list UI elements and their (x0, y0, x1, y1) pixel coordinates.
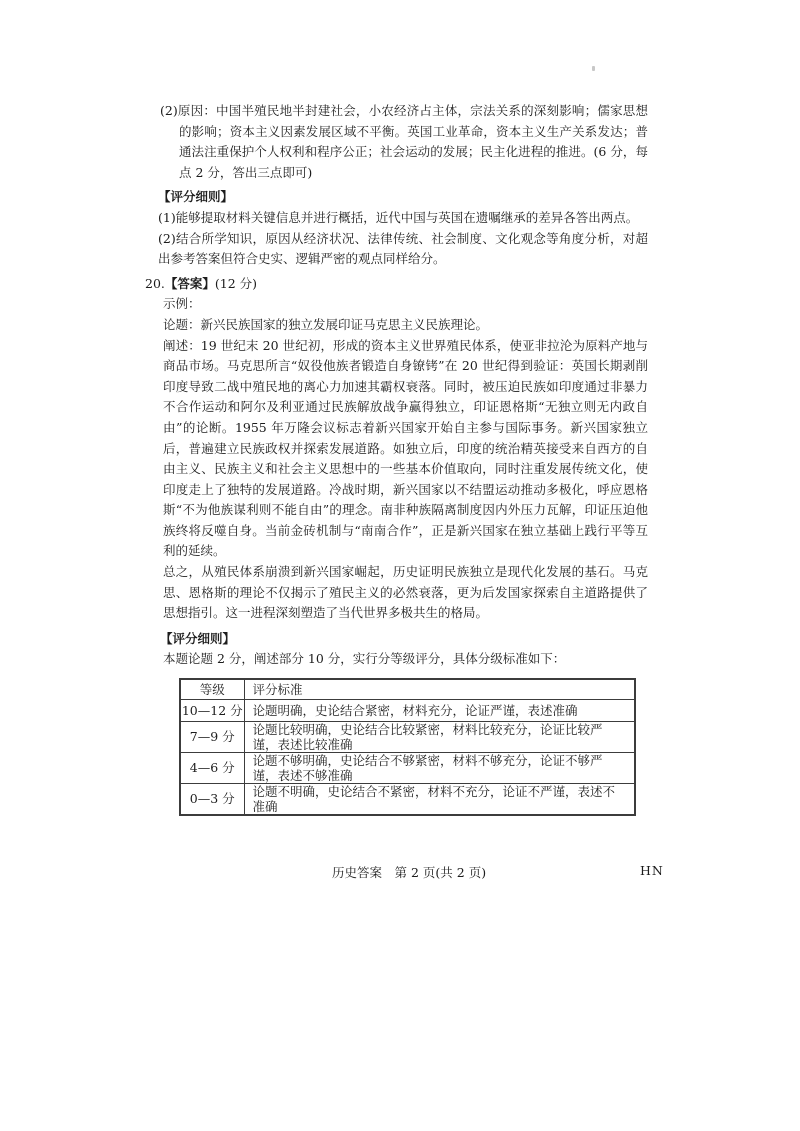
q20-answer-body (160, 294, 648, 815)
q20-conclusion: 总之，从殖民体系崩溃到新兴国家崛起，历史证明民族独立是现代化发展的基石。马克思、恩格斯的理论不仅揭示了殖民主义的必然衰落，更为后发国家探索自主道路提供了思想指引。这一进程深刻塑造了当代世界多极共生的格局。 (163, 564, 648, 621)
q19-rubric-heading: 【评分细则】 (158, 189, 234, 205)
column-header-grade: 等级 (180, 679, 244, 699)
q20-example-label: 示例： (163, 296, 201, 312)
q20-score: (12 分) (214, 275, 258, 291)
footer-code: HN (640, 863, 664, 878)
q20-rubric-heading: 【评分细则】 (160, 630, 236, 646)
footer-subject: 历史答案 (332, 865, 383, 880)
footer-page-number: 第 2 页(共 2 页) (382, 865, 487, 880)
table-row (180, 783, 635, 815)
criteria-cell: 论题不够明确，史论结合不够紧密，材料不够充分，论证不够严谨，表述不够准确 (244, 752, 635, 783)
table-row (180, 752, 635, 783)
table-header-row (180, 679, 635, 699)
scan-artifact-dot (592, 66, 595, 71)
q19-rubric-item-2: (2)结合所学知识，原因从经济状况、法律传统、社会制度、文化观念等角度分析，对超出参考答案但符合史实、逻辑严密的观点同样给分。 (158, 230, 648, 267)
q20-answer-heading (145, 274, 648, 295)
criteria-cell: 论题不明确，史论结合不紧密，材料不充分，论证不严谨，表述不准确 (244, 783, 635, 815)
criteria-cell: 论题明确，史论结合紧密，材料充分，论证严谨，表述准确 (244, 699, 635, 721)
q19-rubric-item-1: (1)能够提取材料关键信息并进行概括，近代中国与英国在遗嘱继承的差异各答出两点。 (158, 209, 639, 225)
grade-cell: 7—9 分 (180, 721, 244, 752)
q20-elaboration: 阐述：19 世纪末 20 世纪初，形成的资本主义世界殖民体系，使亚非拉沦为原料产地与商品市场。马克思所言“奴役他族者锻造自身镣铐”在 20 世纪得到验证：英国长期剥削印度导致二战中殖民地的离心力加速其霸权衰落。同时，被压迫民族如印度通过非暴力不合作运动和阿尔及利亚通过民族解放战争赢得独立，印证恩格斯“无独立则无内政自由”的论断。1955 年万隆会议标志着新兴国家开始自主参与国际事务。新兴国家独立后，普遍建立民族政权并探索发展道路。如独立后，印度的统治精英接受来自西方的自由主义、民族主义和社会主义思想中的一些基本价值取向，同时注重发展传统文化，使印度走上了独特的发展道路。冷战时期，新兴国家以不结盟运动推动多极化，呼应恩格斯“不为他族谋利则不能自由”的理念。南非种族隔离制度因内外压力瓦解，印证压迫他族终将反噬自身。当前金砖机制与“南南合作”，正是新兴国家在独立基础上践行平等互利的延续。 (163, 337, 648, 559)
grade-cell: 0—3 分 (180, 783, 244, 815)
table-row (180, 721, 635, 752)
q20-number: 20. (145, 275, 165, 291)
q20-thesis: 论题：新兴民族国家的独立发展印证马克思主义民族理论。 (163, 316, 489, 332)
page-footer (332, 863, 486, 881)
grading-criteria-table (179, 678, 636, 816)
table-row (180, 699, 635, 721)
column-header-criteria: 评分标准 (244, 679, 635, 699)
criteria-cell: 论题比较明确，史论结合比较紧密，材料比较充分，论证比较严谨，表述比较准确 (244, 721, 635, 752)
q19-reason-paragraph: (2)原因：中国半殖民地半封建社会，小农经济占主体，宗法关系的深刻影响；儒家思想的影响；资本主义因素发展区域不平衡。英国工业革命，资本主义生产关系发达；普通法注重保护个人权利和程序公正；社会运动的发展；民主化进程的推进。(6 分，每点 2 分，答出三点即可) (160, 103, 648, 180)
grade-cell: 10—12 分 (180, 699, 244, 721)
answer-content (145, 101, 648, 816)
q20-answer-label: 【答案】 (164, 275, 215, 291)
grade-cell: 4—6 分 (180, 752, 244, 783)
q20-rubric-intro: 本题论题 2 分，阐述部分 10 分，实行分等级评分，具体分级标准如下： (163, 651, 566, 667)
